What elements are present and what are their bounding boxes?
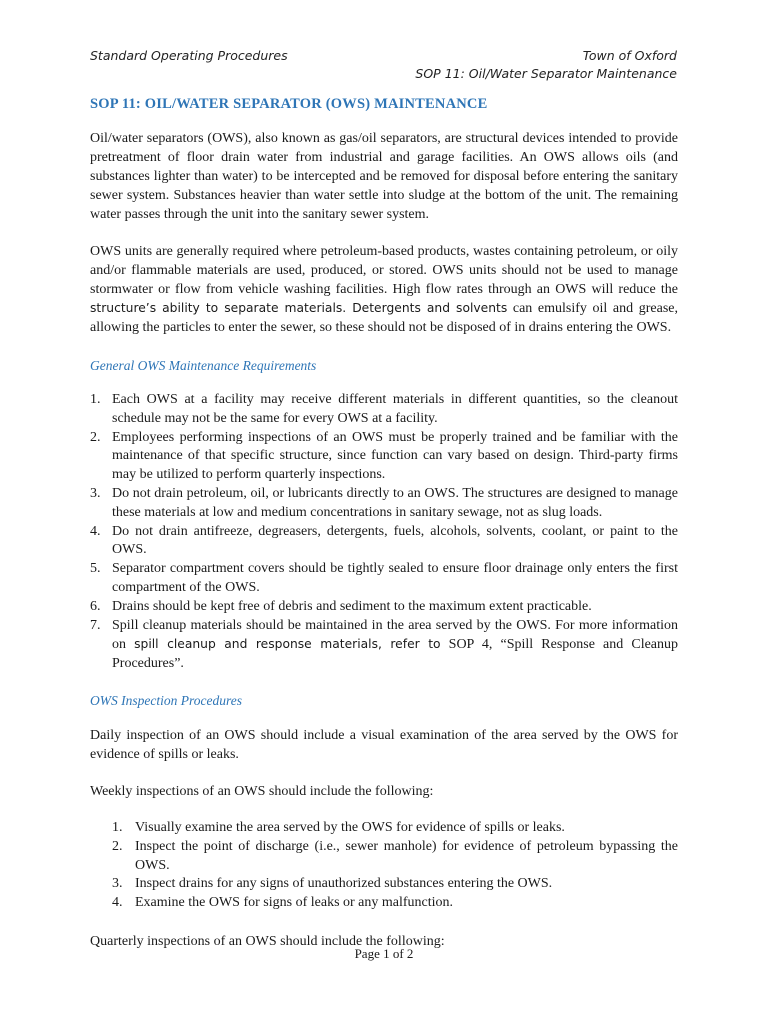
list-item-text-alt-font: spill cleanup and response materials, refer to [134,637,441,652]
list-item: 6. Drains should be kept free of debris and sediment to the maximum extent practicable. [90,598,592,614]
paragraph-text: OWS units are generally required where petroleum-based products, wastes containing petroleum, or oily and/or flammable materials are used, produced, or stored. OWS units should not be used to manage stormwater or flow from vehicle washing facilities. High flow rates through an OWS will reduce the [90,244,678,297]
list-item-text: Do not drain petroleum, oil, or lubricants directly to an OWS. The structures are designed to manage these materials at low and medium concentrations in sanitary sewage, not as slug loads. [112,485,678,520]
page-number: Page 1 of 2 [354,946,414,961]
list-item-text: Employees performing inspections of an OWS must be properly trained and be familiar with the maintenance of that specific structure, since function can vary based on design. Third-party firms may be utilized to perform quarterly inspections. [112,429,678,483]
document-body [90,96,678,969]
list-item-text: Separator compartment covers should be tightly sealed to ensure floor drainage only enters the first compartment of the OWS. [112,561,678,595]
intro-paragraph: Oil/water separators (OWS), also known as gas/oil separators, are structural devices intended to provide pretreatment of floor drain water from industrial and garage facilities. An OWS allows oils (and substances lighter than water) to be intercepted and be removed for disposal before entering the sanitary sewer system. Substances heavier than water settle into sludge at the bottom of the unit. The remaining water passes through the unit into the sanitary sewer system. [90,131,678,222]
paragraph-text-alt-font: structure’s ability to separate materials. Detergents and solvents [90,301,508,315]
running-header-right [415,47,677,83]
list-item-text: Each OWS at a facility may receive different materials in different quantities, so the cleanout schedule may not be the same for every OWS at a facility. [112,392,678,426]
quarterly-intro-paragraph: Quarterly inspections of an OWS should include the following: [90,933,445,949]
weekly-inspection-list [90,819,678,913]
list-item: 5. Separator compartment covers should be tightly sealed to ensure floor drainage only enters the first compartment of the OWS. [90,561,678,595]
section-heading-inspection: OWS Inspection Procedures [90,692,242,708]
weekly-intro-paragraph: Weekly inspections of an OWS should include the following: [90,783,434,799]
header-town: Town of Oxford [582,48,677,63]
list-item: 1. Visually examine the area served by the OWS for evidence of spills or leaks. [112,819,565,835]
list-item-text: Do not drain antifreeze, degreasers, detergents, fuels, alcohols, solvents, coolant, or paint to the OWS. [112,523,678,558]
list-item: 3. Do not drain petroleum, oil, or lubricants directly to an OWS. The structures are designed to manage these materials at low and medium concentrations in sanitary sewage, not as slug loads. [90,485,678,520]
list-item: 3. Inspect drains for any signs of unauthorized substances entering the OWS. [112,876,553,892]
daily-inspection-paragraph: Daily inspection of an OWS should include a visual examination of the area served by the OWS for evidence of spills or leaks. [90,727,678,762]
list-item: 7. Spill cleanup materials should be maintained in the area served by the OWS. For more information on spill cleanup and response materials, refer to SOP 4, “Spill Response and Cleanup Procedures”. [90,617,679,672]
list-item-text: Visually examine the area served by the OWS for evidence of spills or leaks. [135,819,565,835]
list-item: 4. Do not drain antifreeze, degreasers, detergents, fuels, alcohols, solvents, coolant, or paint to the OWS. [90,523,678,558]
list-item: 4. Examine the OWS for signs of leaks or any malfunction. [112,895,454,911]
running-header-left: Standard Operating Procedures [90,48,288,63]
list-item-text: Examine the OWS for signs of leaks or any malfunction. [135,895,454,911]
list-item: 2. Inspect the point of discharge (i.e., sewer manhole) for evidence of petroleum bypassing the OWS. [112,838,678,873]
page-title: SOP 11: OIL/WATER SEPARATOR (OWS) MAINTENANCE [90,96,488,112]
list-item-text: Inspect the point of discharge (i.e., sewer manhole) for evidence of petroleum bypassing the OWS. [135,838,678,873]
section-heading-maintenance: General OWS Maintenance Requirements [90,358,317,373]
list-item-text: Drains should be kept free of debris and sediment to the maximum extent practicable. [112,598,592,614]
list-item-text: SOP 4, “Spill Response and Cleanup Procedures”. [112,637,679,672]
list-item-text: Spill cleanup materials should be maintained in the area served by the OWS. For more information on [112,617,678,653]
paragraph-text: can emulsify oil and grease, allowing the particles to enter the sewer, so these should not be disposed of in drains entering the OWS. [90,301,678,335]
header-sop-title: SOP 11: Oil/Water Separator Maintenance [415,66,677,81]
requirements-paragraph [90,242,678,337]
list-item: 1. Each OWS at a facility may receive different materials in different quantities, so the cleanout schedule may not be the same for every OWS at a facility. [90,392,678,426]
maintenance-list [90,391,678,674]
list-item: 2. Employees performing inspections of an OWS must be properly trained and be familiar with the maintenance of that specific structure, since function can vary based on design. Third-party firms may be utilized to perform quarterly inspections. [90,429,678,483]
list-item-text: Inspect drains for any signs of unauthorized substances entering the OWS. [135,876,553,892]
